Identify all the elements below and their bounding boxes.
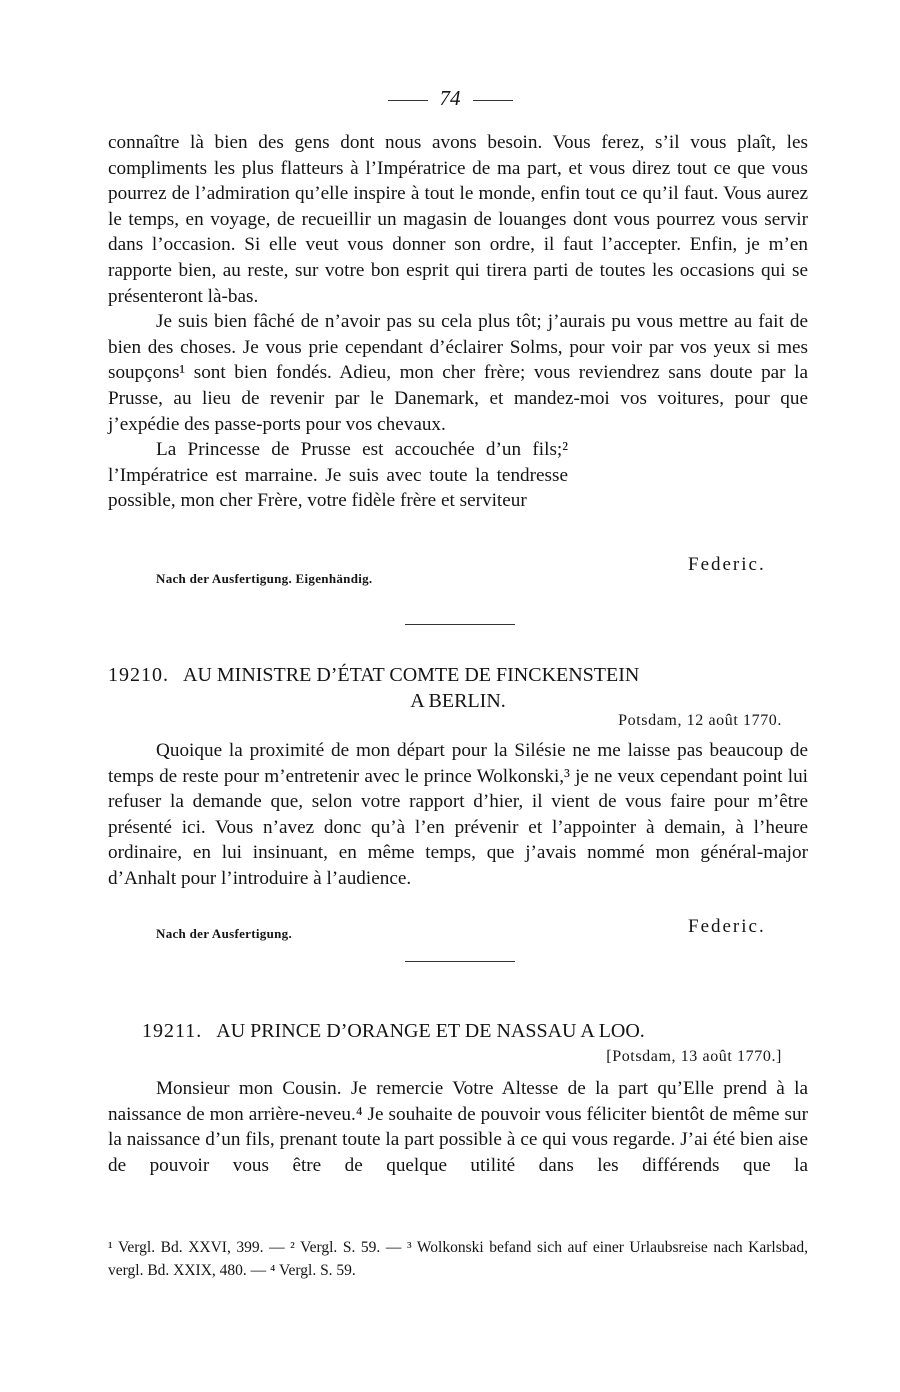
source-note: Nach der Ausfertigung. Eigenhändig. bbox=[156, 571, 373, 586]
letter-heading-line2 bbox=[108, 688, 808, 714]
letter-body bbox=[108, 1076, 808, 1178]
page-number: 74 bbox=[439, 86, 461, 110]
letter-title: AU PRINCE D’ORANGE ET DE NASSAU A LOO. bbox=[216, 1020, 645, 1042]
header-rule-right bbox=[473, 100, 513, 101]
letter-title: AU MINISTRE D’ÉTAT COMTE DE FINCKENSTEIN bbox=[183, 664, 640, 686]
paragraph: Monsieur mon Cousin. Je remercie Votre Altesse de la part qu’Elle prend à la naissance de mon arrière-neveu.⁴ Je souhaite de pouvoir vous féliciter bientôt de même sur la naissance d’un fils, prenant toute la part possible à ce qui vous regarde. J’ai été bien aise de pouvoir vous être de quelque utilité dans les différends que la bbox=[108, 1078, 808, 1176]
signature: Federic. bbox=[688, 916, 766, 937]
letter-title-line2: A BERLIN. bbox=[410, 690, 506, 712]
header-rule-left bbox=[388, 100, 428, 101]
letter-continuation bbox=[108, 130, 808, 514]
place-date: [Potsdam, 13 août 1770.] bbox=[606, 1048, 782, 1065]
paragraph: connaître là bien des gens dont nous avons besoin. Vous ferez, s’il vous plaît, les compliments les plus flatteurs à l’Impératrice de ma part, et vous direz tout ce que vous pourrez de l’admiration qu’elle inspire à tout le monde, enfin tout ce qu’il faut. Vous aurez le temps, en voyage, de recueillir un magasin de louanges dont vous pourrez vous servir dans l’occasion. Si elle veut vous donner son ordre, il faut l’accepter. Enfin, je m’en rapporte bien, au reste, sur votre bon esprit qui tirera parti de toutes les occasions qui se présenteront là-bas. bbox=[108, 132, 808, 307]
source-note: Nach der Ausfertigung. bbox=[156, 926, 293, 941]
separator-rule bbox=[405, 624, 515, 625]
letter-number: 19211. bbox=[142, 1020, 203, 1042]
paragraph: La Princesse de Prusse est accouchée d’un fils;² l’Impératrice est marraine. Je suis avec toute la tendresse possible, mon cher Frère, votre fidèle frère et serviteur bbox=[108, 439, 568, 512]
footnotes: ¹ Vergl. Bd. XXVI, 399. — ² Vergl. S. 59. — ³ Wolkonski befand sich auf einer Urlaubsreise nach Karlsbad, vergl. Bd. XXIX, 480. — ⁴ Vergl. S. 59. bbox=[108, 1239, 808, 1279]
letter-number: 19210. bbox=[108, 664, 169, 686]
place-date: Potsdam, 12 août 1770. bbox=[618, 712, 782, 729]
letter-heading bbox=[108, 1018, 808, 1044]
paragraph: Je suis bien fâché de n’avoir pas su cela plus tôt; j’aurais pu vous mettre au fait de bien des choses. Je vous prie cependant d’éclairer Solms, pour voir par vos yeux si mes soupçons¹ sont bien fondés. Adieu, mon cher frère; vous reviendrez sans doute par la Prusse, au lieu de revenir par le Danemark, et mandez-moi vos voitures, pour que j’expédie des passe-ports pour vos chevaux. bbox=[108, 311, 808, 435]
separator-rule bbox=[405, 961, 515, 962]
letter-body bbox=[108, 738, 808, 892]
letter-heading bbox=[108, 662, 808, 688]
signature: Federic. bbox=[688, 554, 766, 575]
paragraph: Quoique la proximité de mon départ pour la Silésie ne me laisse pas beaucoup de temps de reste pour m’entretenir avec le prince Wolkonski,³ je ne veux cependant point lui refuser la demande que, selon votre rapport d’hier, il vient de vous faire pour m’être présenté ici. Vous n’avez donc qu’à l’en prévenir et l’appointer à demain, à l’heure ordinaire, en lui insinuant, en même temps, que j’avais nommé mon général-major d’Anhalt pour l’introduire à l’audience. bbox=[108, 740, 808, 889]
page-header bbox=[0, 86, 900, 111]
